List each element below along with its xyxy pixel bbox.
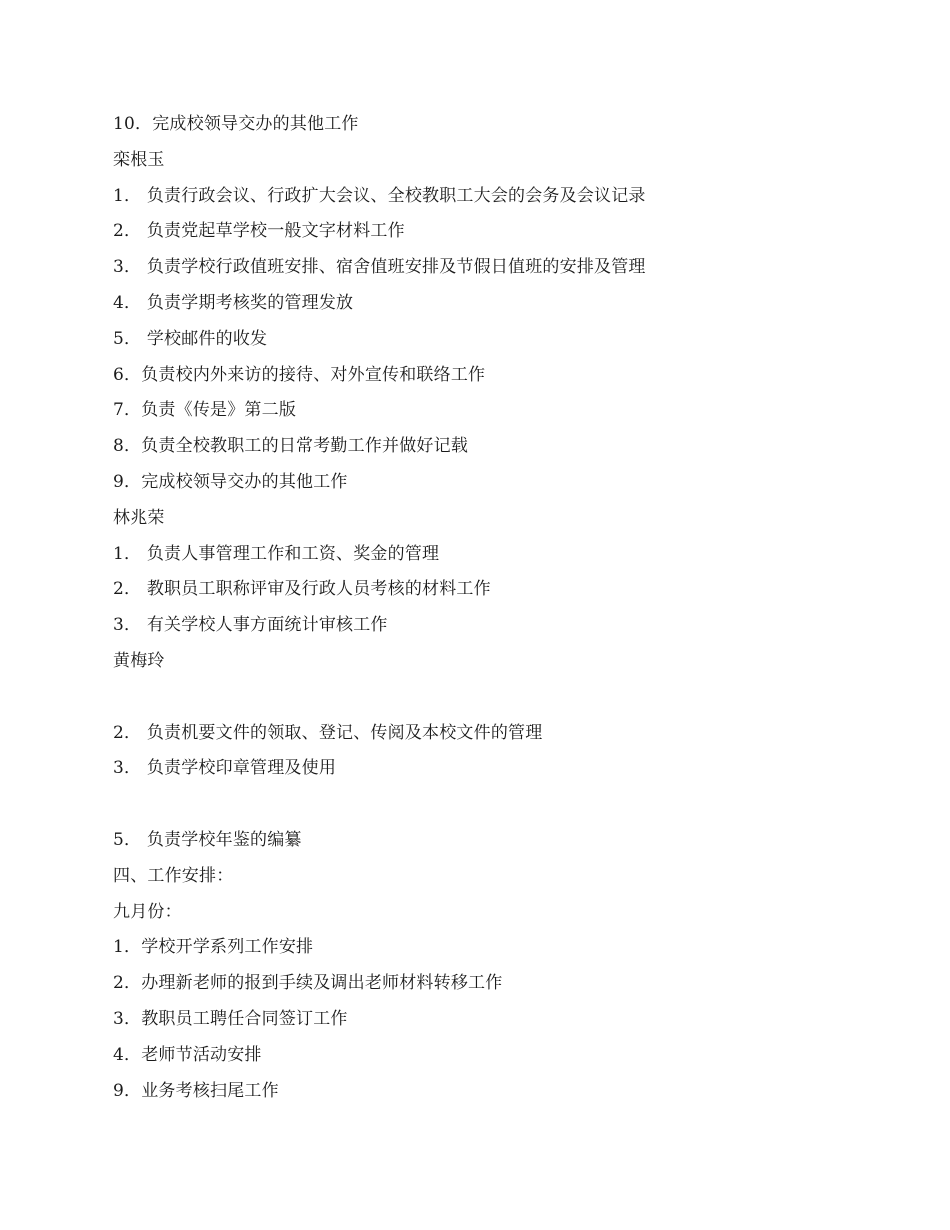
text-line: 1． 负责行政会议、行政扩大会议、全校教职工大会的会务及会议记录 [113,185,646,206]
text-line: 4． 负责学期考核奖的管理发放 [113,292,354,313]
text-line: 10．完成校领导交办的其他工作 [113,114,359,134]
text-line: 9．业务考核扫尾工作 [113,1080,279,1101]
text-line: 5． 负责学校年鉴的编纂 [113,829,302,850]
text-line: 1． 负责人事管理工作和工资、奖金的管理 [113,543,440,564]
person-name-heading: 林兆荣 [113,507,165,528]
document-body [113,107,873,1109]
text-line: 2．办理新老师的报到手续及调出老师材料转移工作 [113,973,503,994]
text-line: 1．学校开学系列工作安排 [113,937,314,958]
text-line: 3．教职员工聘任合同签订工作 [113,1008,348,1029]
text-line: 7．负责《传是》第二版 [113,400,297,421]
person-name-heading: 栾根玉 [113,149,165,170]
blank-line [113,680,873,716]
section-heading: 四、工作安排： [113,865,234,886]
text-line: 2． 负责机要文件的领取、登记、传阅及本校文件的管理 [113,722,543,743]
text-line: 5． 学校邮件的收发 [113,328,268,349]
text-line: 6．负责校内外来访的接待、对外宣传和联络工作 [113,364,486,385]
text-line: 3． 负责学校行政值班安排、宿舍值班安排及节假日值班的安排及管理 [113,257,646,278]
text-line: 3． 有关学校人事方面统计审核工作 [113,615,388,636]
text-line: 9．完成校领导交办的其他工作 [113,471,348,492]
month-heading: 九月份： [113,901,182,922]
text-line: 3． 负责学校印章管理及使用 [113,758,337,779]
text-line: 2． 负责党起草学校一般文字材料工作 [113,221,405,242]
person-name-heading: 黄梅玲 [113,650,165,671]
blank-line [113,787,873,823]
text-line: 4．老师节活动安排 [113,1044,262,1065]
text-line: 2． 教职员工职称评审及行政人员考核的材料工作 [113,579,491,600]
text-line: 8．负责全校教职工的日常考勤工作并做好记载 [113,436,469,457]
